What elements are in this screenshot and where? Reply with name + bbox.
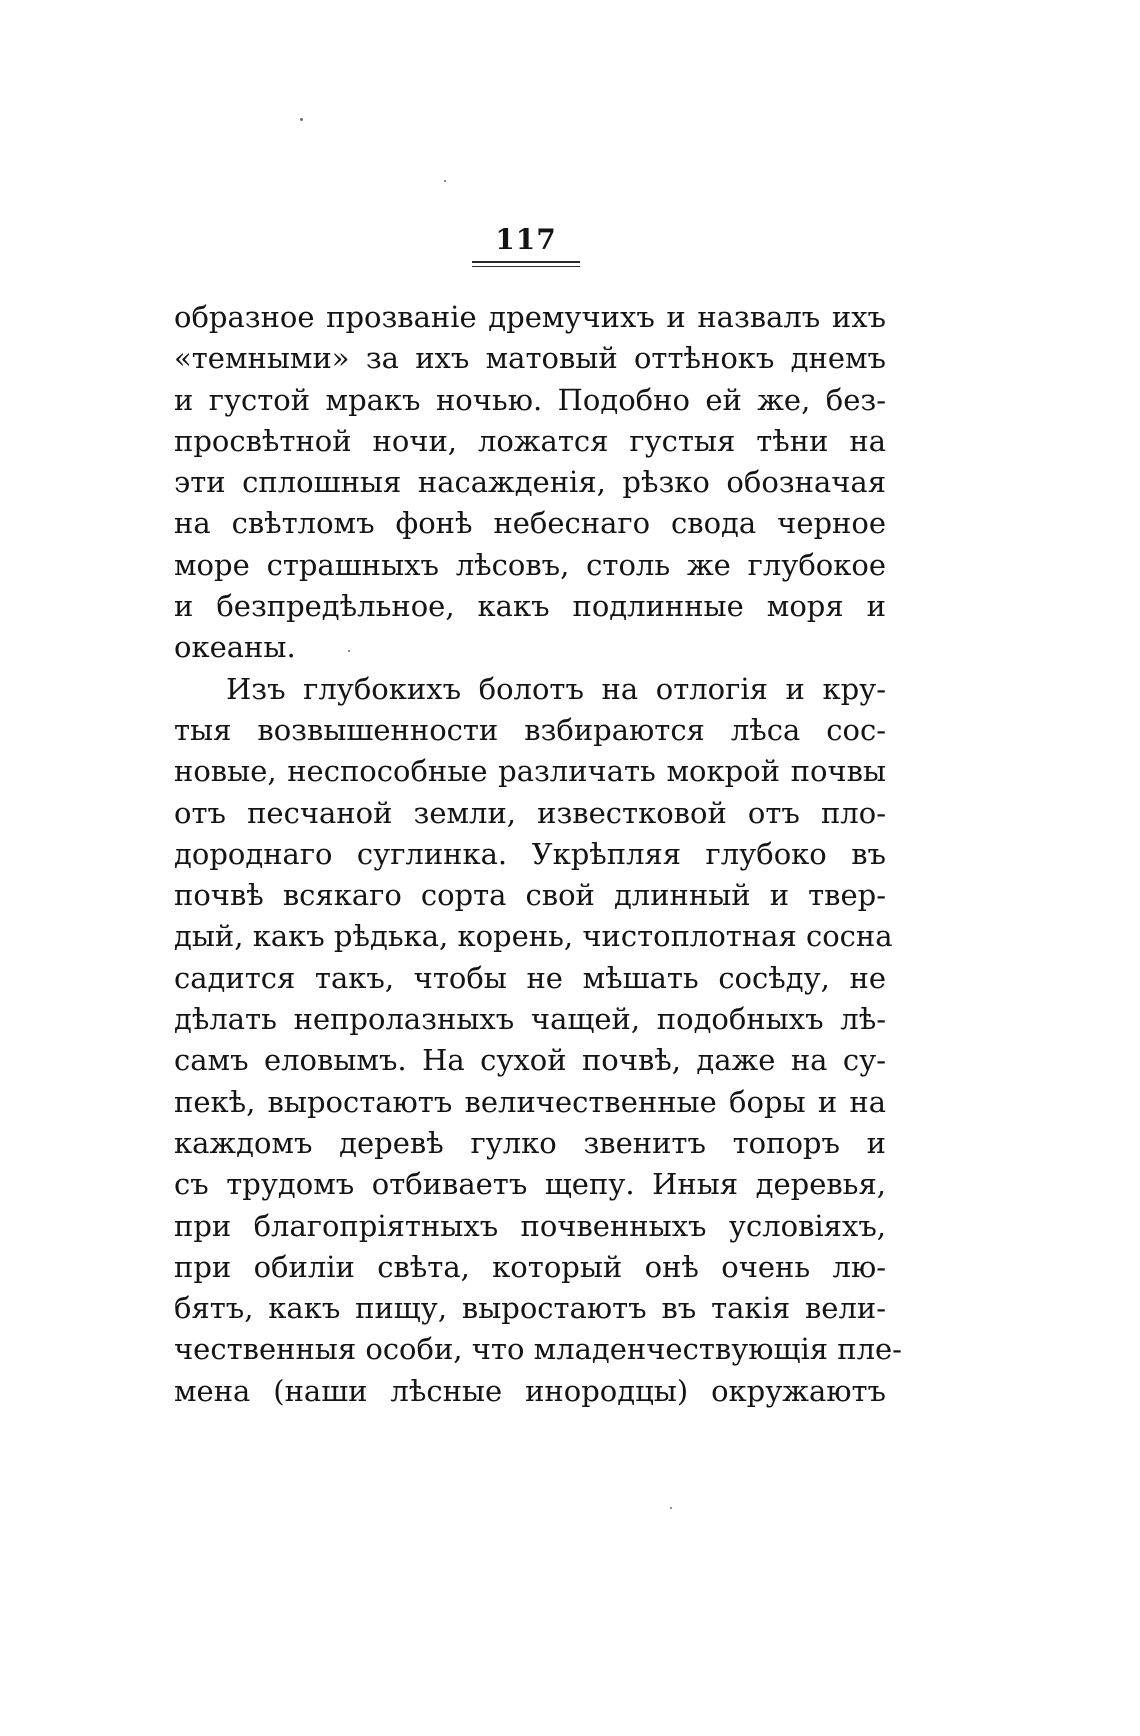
text-line: садится такъ, чтобы не мѣшать сосѣду, не bbox=[174, 960, 886, 995]
page-number: 117 bbox=[495, 223, 557, 256]
page-header bbox=[470, 225, 582, 267]
text-line: при обилiи свѣта, который онѣ очень лю- bbox=[174, 1249, 886, 1284]
text-line: эти сплошныя насажденiя, рѣзко обозначая bbox=[174, 465, 886, 500]
paragraph bbox=[174, 669, 902, 1412]
text-line: океаны. bbox=[174, 630, 296, 665]
text-line: просвѣтной ночи, ложатся густыя тѣни на bbox=[174, 423, 886, 458]
paper-speck bbox=[300, 118, 303, 121]
text-line: съ трудомъ отбиваетъ щепу. Иныя деревья, bbox=[174, 1167, 886, 1202]
text-line: самъ еловымъ. На сухой почвѣ, даже на су- bbox=[174, 1043, 886, 1078]
text-line: отъ песчаной земли, известковой отъ пло- bbox=[174, 795, 886, 830]
text-line: дѣлать непролазныхъ чащей, подобныхъ лѣ- bbox=[174, 1002, 886, 1037]
text-line: образное прозванiе дремучихъ и назвалъ ихъ bbox=[174, 300, 886, 334]
text-line: «темными» за ихъ матовый оттѣнокъ днемъ bbox=[174, 341, 886, 376]
text-line: дороднаго суглинка. Укрѣпляя глубоко въ bbox=[174, 836, 886, 871]
text-line: почвѣ всякаго сорта свой длинный и твер- bbox=[174, 878, 886, 913]
body-text bbox=[174, 297, 902, 1412]
text-line: чественныя особи, что младенчествующiя пле- bbox=[174, 1332, 902, 1367]
paper-speck bbox=[444, 180, 446, 182]
text-line: пекѣ, выростаютъ величественные боры и на bbox=[174, 1084, 886, 1119]
text-line: мена (наши лѣсные инородцы) окружаютъ bbox=[174, 1373, 886, 1408]
text-line: на свѣтломъ фонѣ небеснаго свода черное bbox=[174, 506, 886, 541]
text-line: море страшныхъ лѣсовъ, столь же глубокое bbox=[174, 547, 886, 582]
text-line: Изъ глубокихъ болотъ на отлогiя и кру- bbox=[226, 671, 886, 706]
text-line: новые, неспособные различать мокрой почвы bbox=[174, 754, 886, 789]
text-line: и густой мракъ ночью. Подобно ей же, без- bbox=[174, 382, 886, 417]
paragraph bbox=[174, 297, 886, 669]
text-line: каждомъ деревѣ гулко звенитъ топоръ и bbox=[174, 1125, 886, 1160]
paper-speck bbox=[670, 1507, 672, 1509]
text-line: дый, какъ рѣдька, корень, чистоплотная сосна bbox=[174, 919, 893, 954]
text-line: тыя возвышенности взбираются лѣса сос- bbox=[174, 712, 886, 747]
text-line: при благопрiятныхъ почвенныхъ условiяхъ, bbox=[174, 1208, 886, 1243]
text-line: бятъ, какъ пищу, выростаютъ въ такiя вели- bbox=[174, 1291, 886, 1326]
header-rule bbox=[472, 261, 580, 267]
text-line: и безпредѣльное, какъ подлинные моря и bbox=[174, 589, 886, 624]
